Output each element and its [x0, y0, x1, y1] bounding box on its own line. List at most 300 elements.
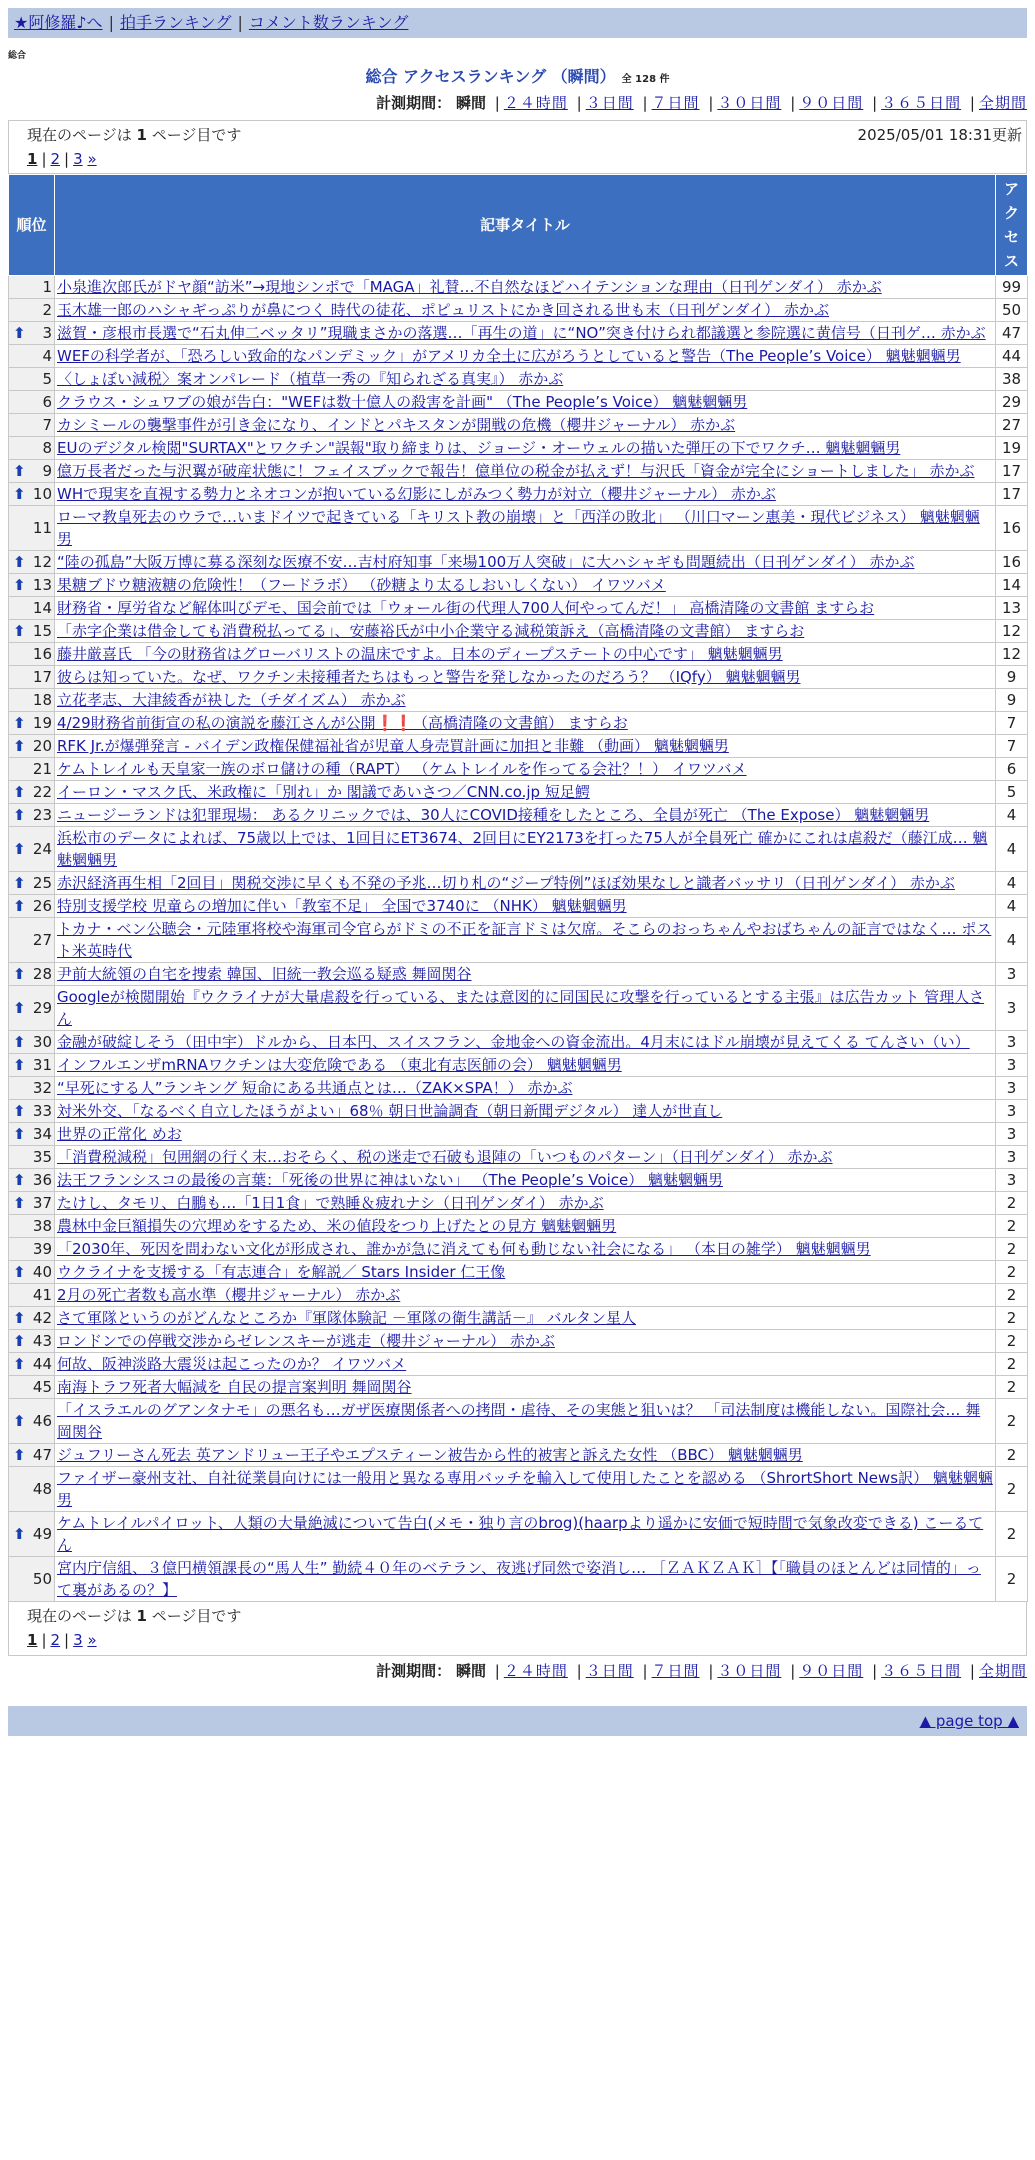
table-header-row [9, 175, 1028, 276]
access-count: 2 [996, 1238, 1028, 1261]
rank-up-arrow-icon: ⬆ [13, 485, 26, 503]
rank-number: 50 [32, 1570, 52, 1588]
rank-number: 14 [32, 599, 52, 617]
access-count: 2 [996, 1444, 1028, 1467]
rank-number: 10 [32, 485, 52, 503]
article-title-link[interactable]: 宮内庁信組、３億円横領課長の“馬人生” 勤続４０年のベテラン、夜逃げ同然で姿消し… ［ＺＡＫＺＡＫ］【「職員のほとんどは同情的」って裏があるの？】 [57, 1559, 981, 1599]
access-count: 5 [996, 781, 1028, 804]
article-title-link[interactable]: 法王フランシスコの最後の言葉：「死後の世界に神はいない」 （The People’s Voice） 魑魅魍魎男 [57, 1171, 723, 1189]
table-row [9, 345, 1028, 368]
table-row [9, 1077, 1028, 1100]
rank-up-arrow-icon: ⬆ [13, 576, 26, 594]
title-cell [55, 1215, 996, 1238]
period-separator: | [708, 1662, 714, 1680]
title-cell [55, 483, 996, 506]
article-title-link[interactable]: ニュージーランドは犯罪現場： あるクリニックでは、30人にCOVID接種をしたところ、全員が死亡 （The Expose） 魑魅魍魎男 [57, 806, 930, 824]
article-title-link[interactable]: Googleが検閲開始『ウクライナが大量虐殺を行っている、または意図的に同国民に攻撃を行っているとする主張』は広告カット 管理人さん [57, 988, 985, 1028]
table-row [9, 758, 1028, 781]
rank-cell [9, 712, 55, 735]
period-link-3d[interactable]: ３日間 [585, 1662, 634, 1680]
article-title-link[interactable]: 藤井厳喜氏 「今の財務省はグローバリストの温床ですよ。日本のディープステートの中心です」 魑魅魍魎男 [57, 645, 783, 663]
page-number: 1 [136, 126, 147, 144]
title-cell [55, 460, 996, 483]
table-row [9, 1031, 1028, 1054]
rank-number: 17 [32, 668, 52, 686]
period-separator: | [576, 1662, 582, 1680]
title-cell [55, 1330, 996, 1353]
access-count: 3 [996, 1169, 1028, 1192]
title-cell [55, 1054, 996, 1077]
access-count: 12 [996, 620, 1028, 643]
period-link-30d[interactable]: ３０日間 [717, 1662, 782, 1680]
title-cell [55, 414, 996, 437]
article-title-link[interactable]: “陸の孤島”大阪万博に募る深刻な医療不安…吉村府知事「来場100万人突破」に大ハシャギも問題続出（日刊ゲンダイ） 赤かぶ [57, 553, 915, 571]
article-title-link[interactable]: ファイザー豪州支社、自社従業員向けには一般用と異なる専用バッチを輸入して使用したことを認める （ShrortShort News訳） 魑魅魍魎男 [57, 1469, 993, 1509]
nav-separator: | [237, 13, 243, 32]
rank-up-arrow-icon: ⬆ [13, 1525, 26, 1543]
period-separator: | [494, 94, 500, 112]
article-title-link[interactable]: 対米外交、「なるべく自立したほうがよい」68％ 朝日世論調査（朝日新聞デジタル） 達人が世直し [57, 1102, 723, 1120]
table-row [9, 574, 1028, 597]
period-link-all[interactable]: 全期間 [978, 1662, 1027, 1680]
rank-up-arrow-icon: ⬆ [13, 806, 26, 824]
title-cell [55, 1376, 996, 1399]
period-label: 計測期間： [376, 94, 452, 112]
access-count: 29 [996, 391, 1028, 414]
article-title-link[interactable]: ローマ教皇死去のウラで…いまドイツで起きている「キリスト教の崩壊」と「西洋の敗北」 （川口マーン惠美・現代ビジネス） 魑魅魍魎男 [57, 508, 980, 548]
rank-cell [9, 643, 55, 666]
rank-up-arrow-icon: ⬆ [13, 897, 26, 915]
period-separator: | [708, 94, 714, 112]
rank-up-arrow-icon: ⬆ [13, 1033, 26, 1051]
table-row [9, 895, 1028, 918]
article-title-link[interactable]: クラウス・シュワブの娘が告白："WEFは数十億人の殺害を計画" （The People’s Voice） 魑魅魍魎男 [57, 393, 748, 411]
access-count: 4 [996, 895, 1028, 918]
article-title-link[interactable]: 赤沢経済再生相「2回目」関税交渉に早くも不発の予兆…切り札の“ジープ特例”ほぼ効果なしと識者バッサリ（日刊ゲンダイ） 赤かぶ [57, 874, 955, 892]
article-title-link[interactable]: ロンドンでの停戦交渉からゼレンスキーが逃走（櫻井ジャーナル） 赤かぶ [57, 1332, 555, 1350]
article-title-link[interactable]: 「2030年、死因を問わない文化が形成され、誰かが急に消えても何も動じない社会になる」 （本日の雑学） 魑魅魍魎男 [57, 1240, 871, 1258]
table-row [9, 620, 1028, 643]
rank-number: 4 [42, 347, 52, 365]
table-row [9, 299, 1028, 322]
access-count: 2 [996, 1215, 1028, 1238]
article-title-link[interactable]: イーロン・マスク氏、米政権に「別れ」か 閣議であいさつ／CNN.co.jp 短足鰐 [57, 783, 590, 801]
rank-cell [9, 1307, 55, 1330]
access-count: 16 [996, 551, 1028, 574]
table-row [9, 391, 1028, 414]
article-title-link[interactable]: トカナ・ベン公聴会・元陸軍将校や海軍司令官らがドミの不正を証言ドミは欠席。そこらのおっちゃんやおばちゃんの証言ではなく… ポスト米英時代 [57, 920, 992, 960]
table-row [9, 276, 1028, 299]
period-separator: | [969, 1662, 975, 1680]
access-count: 47 [996, 322, 1028, 345]
rank-cell [9, 551, 55, 574]
period-link-365d[interactable]: ３６５日間 [881, 94, 962, 112]
rank-cell [9, 895, 55, 918]
access-count: 2 [996, 1399, 1028, 1444]
rank-number: 49 [32, 1525, 52, 1543]
period-link-90d[interactable]: ９０日間 [799, 94, 864, 112]
rank-number: 39 [32, 1240, 52, 1258]
rank-number: 19 [32, 714, 52, 732]
period-link-90d[interactable]: ９０日間 [799, 1662, 864, 1680]
rank-number: 12 [32, 553, 52, 571]
rank-cell [9, 1261, 55, 1284]
rank-up-arrow-icon: ⬆ [13, 714, 26, 732]
page-suffix: ページ目です [151, 1607, 242, 1625]
rank-cell [9, 1444, 55, 1467]
title-cell [55, 758, 996, 781]
table-row [9, 1169, 1028, 1192]
rank-cell [9, 1467, 55, 1512]
ranking-table [8, 174, 1028, 1602]
rank-number: 40 [32, 1263, 52, 1281]
rank-up-arrow-icon: ⬆ [13, 622, 26, 640]
pagination-separator: | [64, 150, 70, 168]
period-separator: | [872, 94, 878, 112]
access-count: 4 [996, 918, 1028, 963]
rank-up-arrow-icon: ⬆ [13, 1194, 26, 1212]
access-count: 2 [996, 1557, 1028, 1602]
access-count: 2 [996, 1307, 1028, 1330]
article-title-link[interactable]: たけし、タモリ、白鵬も…「1日1食」で熟睡＆疲れナシ（日刊ゲンダイ） 赤かぶ [57, 1194, 604, 1212]
rank-cell [9, 689, 55, 712]
table-row [9, 689, 1028, 712]
rank-number: 37 [32, 1194, 52, 1212]
article-title-link[interactable]: 〈しょぼい減税〉案オンパレード（植草一秀の『知られざる真実』） 赤かぶ [57, 370, 564, 388]
access-count: 3 [996, 1031, 1028, 1054]
access-count: 9 [996, 689, 1028, 712]
rank-number: 29 [32, 999, 52, 1017]
rank-cell [9, 735, 55, 758]
access-count: 2 [996, 1261, 1028, 1284]
table-row [9, 551, 1028, 574]
ranking-table-body [9, 276, 1028, 1602]
access-count: 2 [996, 1192, 1028, 1215]
article-title-link[interactable]: 果糖ブドウ糖液糖の危険性！（フードラボ） （砂糖より太るしおいしくない） イワツバメ [57, 576, 666, 594]
pagination-link-3[interactable]: 3 [73, 150, 83, 168]
table-row [9, 827, 1028, 872]
rank-cell [9, 620, 55, 643]
page-info-top [8, 120, 1027, 174]
rank-up-arrow-icon: ⬆ [13, 783, 26, 801]
period-separator: | [642, 94, 648, 112]
page-top-link[interactable]: ▲ page top ▲ [919, 1712, 1019, 1730]
access-count: 3 [996, 1146, 1028, 1169]
page-suffix: ページ目です [151, 126, 242, 144]
rank-up-arrow-icon: ⬆ [13, 1332, 26, 1350]
ranking-count: 全 128 件 [621, 74, 670, 85]
pagination-next[interactable]: » [87, 150, 97, 168]
table-row [9, 712, 1028, 735]
access-count: 44 [996, 345, 1028, 368]
current-page-text [27, 1604, 1008, 1628]
rank-cell [9, 1238, 55, 1261]
rank-number: 24 [32, 840, 52, 858]
rank-cell [9, 483, 55, 506]
title-cell [55, 1123, 996, 1146]
period-link-all[interactable]: 全期間 [978, 94, 1027, 112]
rank-number: 44 [32, 1355, 52, 1373]
table-row [9, 1215, 1028, 1238]
pagination-current: 1 [27, 150, 38, 168]
article-title-link[interactable]: さて軍隊というのがどんなところか『軍隊体験記 －軍隊の衛生講話－』 バルタン星人 [57, 1309, 636, 1327]
title-cell [55, 895, 996, 918]
rank-cell [9, 1353, 55, 1376]
title-cell [55, 918, 996, 963]
article-title-link[interactable]: 浜松市のデータによれば、75歳以上では、1回目にET3674、2回目にEY2173を打った75人が全員死亡 確かにこれは虐殺だ（藤江成… 魑魅魍魎男 [57, 829, 988, 869]
pagination-next[interactable]: » [87, 1631, 97, 1649]
title-cell [55, 1399, 996, 1444]
title-cell [55, 643, 996, 666]
title-cell [55, 712, 996, 735]
pagination [27, 147, 1008, 171]
page-prefix: 現在のページは [27, 1607, 132, 1625]
article-title-link[interactable]: 世界の正常化 めお [57, 1125, 182, 1143]
footer-bar [8, 1706, 1027, 1736]
title-cell [55, 345, 996, 368]
table-row [9, 368, 1028, 391]
rank-number: 1 [42, 278, 52, 296]
applause-ranking-link[interactable]: 拍手ランキング [119, 13, 232, 32]
article-title-link[interactable]: “早死にする人”ランキング 短命にある共通点とは…（ZAK×SPA！） 赤かぶ [57, 1079, 573, 1097]
access-count: 17 [996, 483, 1028, 506]
period-link-24h[interactable]: ２４時間 [503, 94, 568, 112]
access-count: 2 [996, 1512, 1028, 1557]
rank-cell [9, 597, 55, 620]
period-link-30d[interactable]: ３０日間 [717, 94, 782, 112]
access-count: 14 [996, 574, 1028, 597]
period-link-7d[interactable]: ７日間 [651, 94, 700, 112]
article-title-link[interactable]: 億万長者だった与沢翼が破産状態に！フェイスブックで報告！億単位の税金が払えず！与沢氏「資金が完全にショートしました」 赤かぶ [57, 462, 975, 480]
table-row [9, 1261, 1028, 1284]
rank-cell [9, 1123, 55, 1146]
table-row [9, 1557, 1028, 1602]
rank-number: 38 [32, 1217, 52, 1235]
rank-cell [9, 781, 55, 804]
article-title-link[interactable]: カシミールの襲撃事件が引き金になり、インドとパキスタンが開戦の危機（櫻井ジャーナル） 赤かぶ [57, 416, 736, 434]
pagination-link-2[interactable]: 2 [50, 1631, 61, 1649]
rank-number: 20 [32, 737, 52, 755]
period-link-365d[interactable]: ３６５日間 [881, 1662, 962, 1680]
rank-cell [9, 1054, 55, 1077]
article-title-link[interactable]: 立花孝志、大津綾香が袂した（チダイズム） 赤かぶ [57, 691, 406, 709]
period-selector-top [8, 92, 1027, 114]
access-count: 6 [996, 758, 1028, 781]
rank-cell [9, 506, 55, 551]
table-row [9, 1307, 1028, 1330]
table-row [9, 1512, 1028, 1557]
rank-number: 16 [32, 645, 52, 663]
access-count: 2 [996, 1284, 1028, 1307]
rank-up-arrow-icon: ⬆ [13, 1446, 26, 1464]
pagination-link-3[interactable]: 3 [73, 1631, 83, 1649]
access-count: 38 [996, 368, 1028, 391]
article-title-link[interactable]: RFK Jr.が爆弾発言 - バイデン政権保健福祉省が児童人身売買計画に加担と非難 （動画） 魑魅魍魎男 [57, 737, 729, 755]
article-title-link[interactable]: WHで現実を直視する勢力とネオコンが抱いている幻影にしがみつく勢力が対立（櫻井ジャーナル） 赤かぶ [57, 485, 776, 503]
table-row [9, 1399, 1028, 1444]
rank-up-arrow-icon: ⬆ [13, 999, 26, 1017]
rank-cell [9, 574, 55, 597]
title-cell [55, 506, 996, 551]
title-cell [55, 1146, 996, 1169]
article-title-link[interactable]: インフルエンザmRNAワクチンは大変危険である （東北有志医師の会） 魑魅魍魎男 [57, 1056, 622, 1074]
rank-number: 9 [42, 462, 52, 480]
period-link-7d[interactable]: ７日間 [651, 1662, 700, 1680]
access-count: 3 [996, 1123, 1028, 1146]
title-cell [55, 299, 996, 322]
rank-up-arrow-icon: ⬆ [13, 965, 26, 983]
access-count: 12 [996, 643, 1028, 666]
home-link[interactable]: ★阿修羅♪へ [14, 13, 103, 32]
rank-cell [9, 1215, 55, 1238]
title-cell [55, 1307, 996, 1330]
table-row [9, 643, 1028, 666]
access-count: 3 [996, 1077, 1028, 1100]
access-count: 7 [996, 712, 1028, 735]
access-count: 4 [996, 872, 1028, 895]
rank-cell [9, 872, 55, 895]
title-cell [55, 1238, 996, 1261]
period-separator: | [790, 94, 796, 112]
title-cell [55, 1031, 996, 1054]
article-title-link[interactable]: 「イスラエルのグアンタナモ」の悪名も…ガザ医療関係者への拷問・虐待、その実態と狙いは？ 「司法制度は機能しない。国際社会… 舞岡関谷 [57, 1401, 981, 1441]
article-title-link[interactable]: 何故、阪神淡路大震災は起こったのか？ イワツバメ [57, 1355, 407, 1373]
pagination-separator: | [41, 150, 47, 168]
comment-ranking-link[interactable]: コメント数ランキング [248, 13, 409, 32]
table-row [9, 597, 1028, 620]
page-number: 1 [136, 1607, 147, 1625]
rank-number: 34 [32, 1125, 52, 1143]
rank-number: 22 [32, 783, 52, 801]
rank-cell [9, 666, 55, 689]
access-count: 99 [996, 276, 1028, 299]
rank-up-arrow-icon: ⬆ [13, 874, 26, 892]
rank-number: 27 [32, 931, 52, 949]
article-title-link[interactable]: 2月の死亡者数も高水準（櫻井ジャーナル） 赤かぶ [57, 1286, 401, 1304]
page-prefix: 現在のページは [27, 126, 132, 144]
access-count: 2 [996, 1376, 1028, 1399]
article-title-link[interactable]: 4/29財務省前街宣の私の演説を藤江さんが公開❗❗（高橋清隆の文書館） ますらお [57, 714, 628, 732]
rank-cell [9, 1169, 55, 1192]
period-link-24h[interactable]: ２４時間 [503, 1662, 568, 1680]
title-cell [55, 986, 996, 1031]
table-row [9, 986, 1028, 1031]
title-cell [55, 551, 996, 574]
period-link-3d[interactable]: ３日間 [585, 94, 634, 112]
rank-number: 25 [32, 874, 52, 892]
table-row [9, 804, 1028, 827]
rank-number: 48 [32, 1480, 52, 1498]
title-cell [55, 781, 996, 804]
pagination-link-2[interactable]: 2 [50, 150, 61, 168]
access-count: 2 [996, 1467, 1028, 1512]
rank-number: 42 [32, 1309, 52, 1327]
article-title-link[interactable]: ケムトレイルパイロット、人類の大量絶滅について告白(メモ・独り言のbrog)(haarpより遥かに安価で短時間で気象改変できる) こーるてん [57, 1514, 984, 1554]
article-title-link[interactable]: 玉木雄一郎のハシャギっぷりが鼻につく 時代の徒花、ポピュリストにかき回される世も末（日刊ゲンダイ） 赤かぶ [57, 301, 829, 319]
rank-header: 順位 [9, 175, 55, 276]
rank-cell [9, 1077, 55, 1100]
article-title-link[interactable]: 滋賀・彦根市長選で“石丸伸二ベッタリ”現職まさかの落選…「再生の道」に“NO”突き付けられ都議選と参院選に黄信号（日刊ゲ… 赤かぶ [57, 324, 986, 342]
access-count: 3 [996, 986, 1028, 1031]
rank-cell [9, 986, 55, 1031]
rank-number: 5 [42, 370, 52, 388]
title-cell [55, 574, 996, 597]
title-cell [55, 391, 996, 414]
access-count: 16 [996, 506, 1028, 551]
rank-cell [9, 437, 55, 460]
article-title-link[interactable]: ケムトレイルも天皇家一族のボロ儲けの種（RAPT） （ケムトレイルを作ってる会社？！） イワツバメ [57, 760, 747, 778]
title-cell [55, 620, 996, 643]
rank-cell [9, 1192, 55, 1215]
access-count: 7 [996, 735, 1028, 758]
article-title-link[interactable]: 金融が破綻しそう（田中宇）ドルから、日本円、スイスフラン、金地金への資金流出。4月末にはドル崩壊が見えてくる てんさい（い） [57, 1033, 970, 1051]
rank-up-arrow-icon: ⬆ [13, 553, 26, 571]
title-cell [55, 735, 996, 758]
access-count: 4 [996, 827, 1028, 872]
table-row [9, 781, 1028, 804]
title-header: 記事タイトル [55, 175, 996, 276]
pagination-current: 1 [27, 1631, 38, 1649]
rank-cell [9, 1512, 55, 1557]
access-count: 3 [996, 1100, 1028, 1123]
table-row [9, 437, 1028, 460]
table-row [9, 1192, 1028, 1215]
rank-cell [9, 758, 55, 781]
rank-cell [9, 1100, 55, 1123]
rank-cell [9, 391, 55, 414]
pagination [27, 1628, 1008, 1652]
rank-up-arrow-icon: ⬆ [13, 324, 26, 342]
rank-number: 31 [32, 1056, 52, 1074]
article-title-link[interactable]: 財務省・厚労省など解体叫びデモ、国会前では「ウォール街の代理人700人何やってんだ！」 高橋清隆の文書館 ますらお [57, 599, 875, 617]
table-row [9, 872, 1028, 895]
rank-number: 18 [32, 691, 52, 709]
period-selector-bottom [8, 1660, 1027, 1688]
title-cell [55, 1467, 996, 1512]
title-cell [55, 666, 996, 689]
rank-up-arrow-icon: ⬆ [13, 1125, 26, 1143]
article-title-link[interactable]: 「赤字企業は借金しても消費税払ってる」、安藤裕氏が中小企業守る減税策訴え（高橋清隆の文書館） ますらお [57, 622, 805, 640]
article-title-link[interactable]: 小泉進次郎氏がドヤ顔“訪米”→現地シンポで「MAGA」礼賛…不自然なほどハイテンションな理由（日刊ゲンダイ） 赤かぶ [57, 278, 882, 296]
article-title-link[interactable]: 彼らは知っていた。なぜ、ワクチン未接種者たちはもっと警告を発しなかったのだろう？ （IQfy） 魑魅魍魎男 [57, 668, 801, 686]
rank-number: 23 [32, 806, 52, 824]
article-title-link[interactable]: 尹前大統領の自宅を捜索 韓国、旧統一教会巡る疑惑 舞岡関谷 [57, 965, 472, 983]
article-title-link[interactable]: 農林中金巨額損失の穴埋めをするため、米の値段をつり上げたとの見方 魑魅魍魎男 [57, 1217, 617, 1235]
article-title-link[interactable]: 特別支援学校 児童らの増加に伴い「教室不足」 全国で3740に （NHK） 魑魅魍魎男 [57, 897, 627, 915]
period-separator: | [969, 94, 975, 112]
article-title-link[interactable]: 「消費税減税」包囲網の行く末…おそらく、税の迷走で石破も退陣の「いつものパターン」（日刊ゲンダイ） 赤かぶ [57, 1148, 833, 1166]
table-row [9, 666, 1028, 689]
article-title-link[interactable]: ウクライナを支援する「有志連合」を解説／ Stars Insider 仁王像 [57, 1263, 506, 1281]
rank-up-arrow-icon: ⬆ [13, 1309, 26, 1327]
rank-number: 46 [32, 1412, 52, 1430]
article-title-link[interactable]: EUのデジタル検閲"SURTAX"とワクチン"誤報"取り締まりは、ジョージ・オーウェルの描いた弾圧の下でワクチ… 魑魅魍魎男 [57, 439, 901, 457]
rank-cell [9, 345, 55, 368]
rank-cell [9, 1399, 55, 1444]
article-title-link[interactable]: WEFの科学者が、「恐ろしい致命的なパンデミック」がアメリカ全土に広がろうとしていると警告（The People’s Voice） 魑魅魍魎男 [57, 347, 961, 365]
article-title-link[interactable]: ジュフリーさん死去 英アンドリュー王子やエプスティーン被告から性的被害と訴えた女性 （BBC） 魑魅魍魎男 [57, 1446, 803, 1464]
table-row [9, 918, 1028, 963]
article-title-link[interactable]: 南海トラフ死者大幅減を 自民の提言案判明 舞岡関谷 [57, 1378, 412, 1396]
table-row [9, 322, 1028, 345]
title-cell [55, 597, 996, 620]
table-row [9, 460, 1028, 483]
title-cell [55, 827, 996, 872]
rank-cell [9, 1557, 55, 1602]
title-cell [55, 1192, 996, 1215]
table-row [9, 963, 1028, 986]
access-count: 9 [996, 666, 1028, 689]
